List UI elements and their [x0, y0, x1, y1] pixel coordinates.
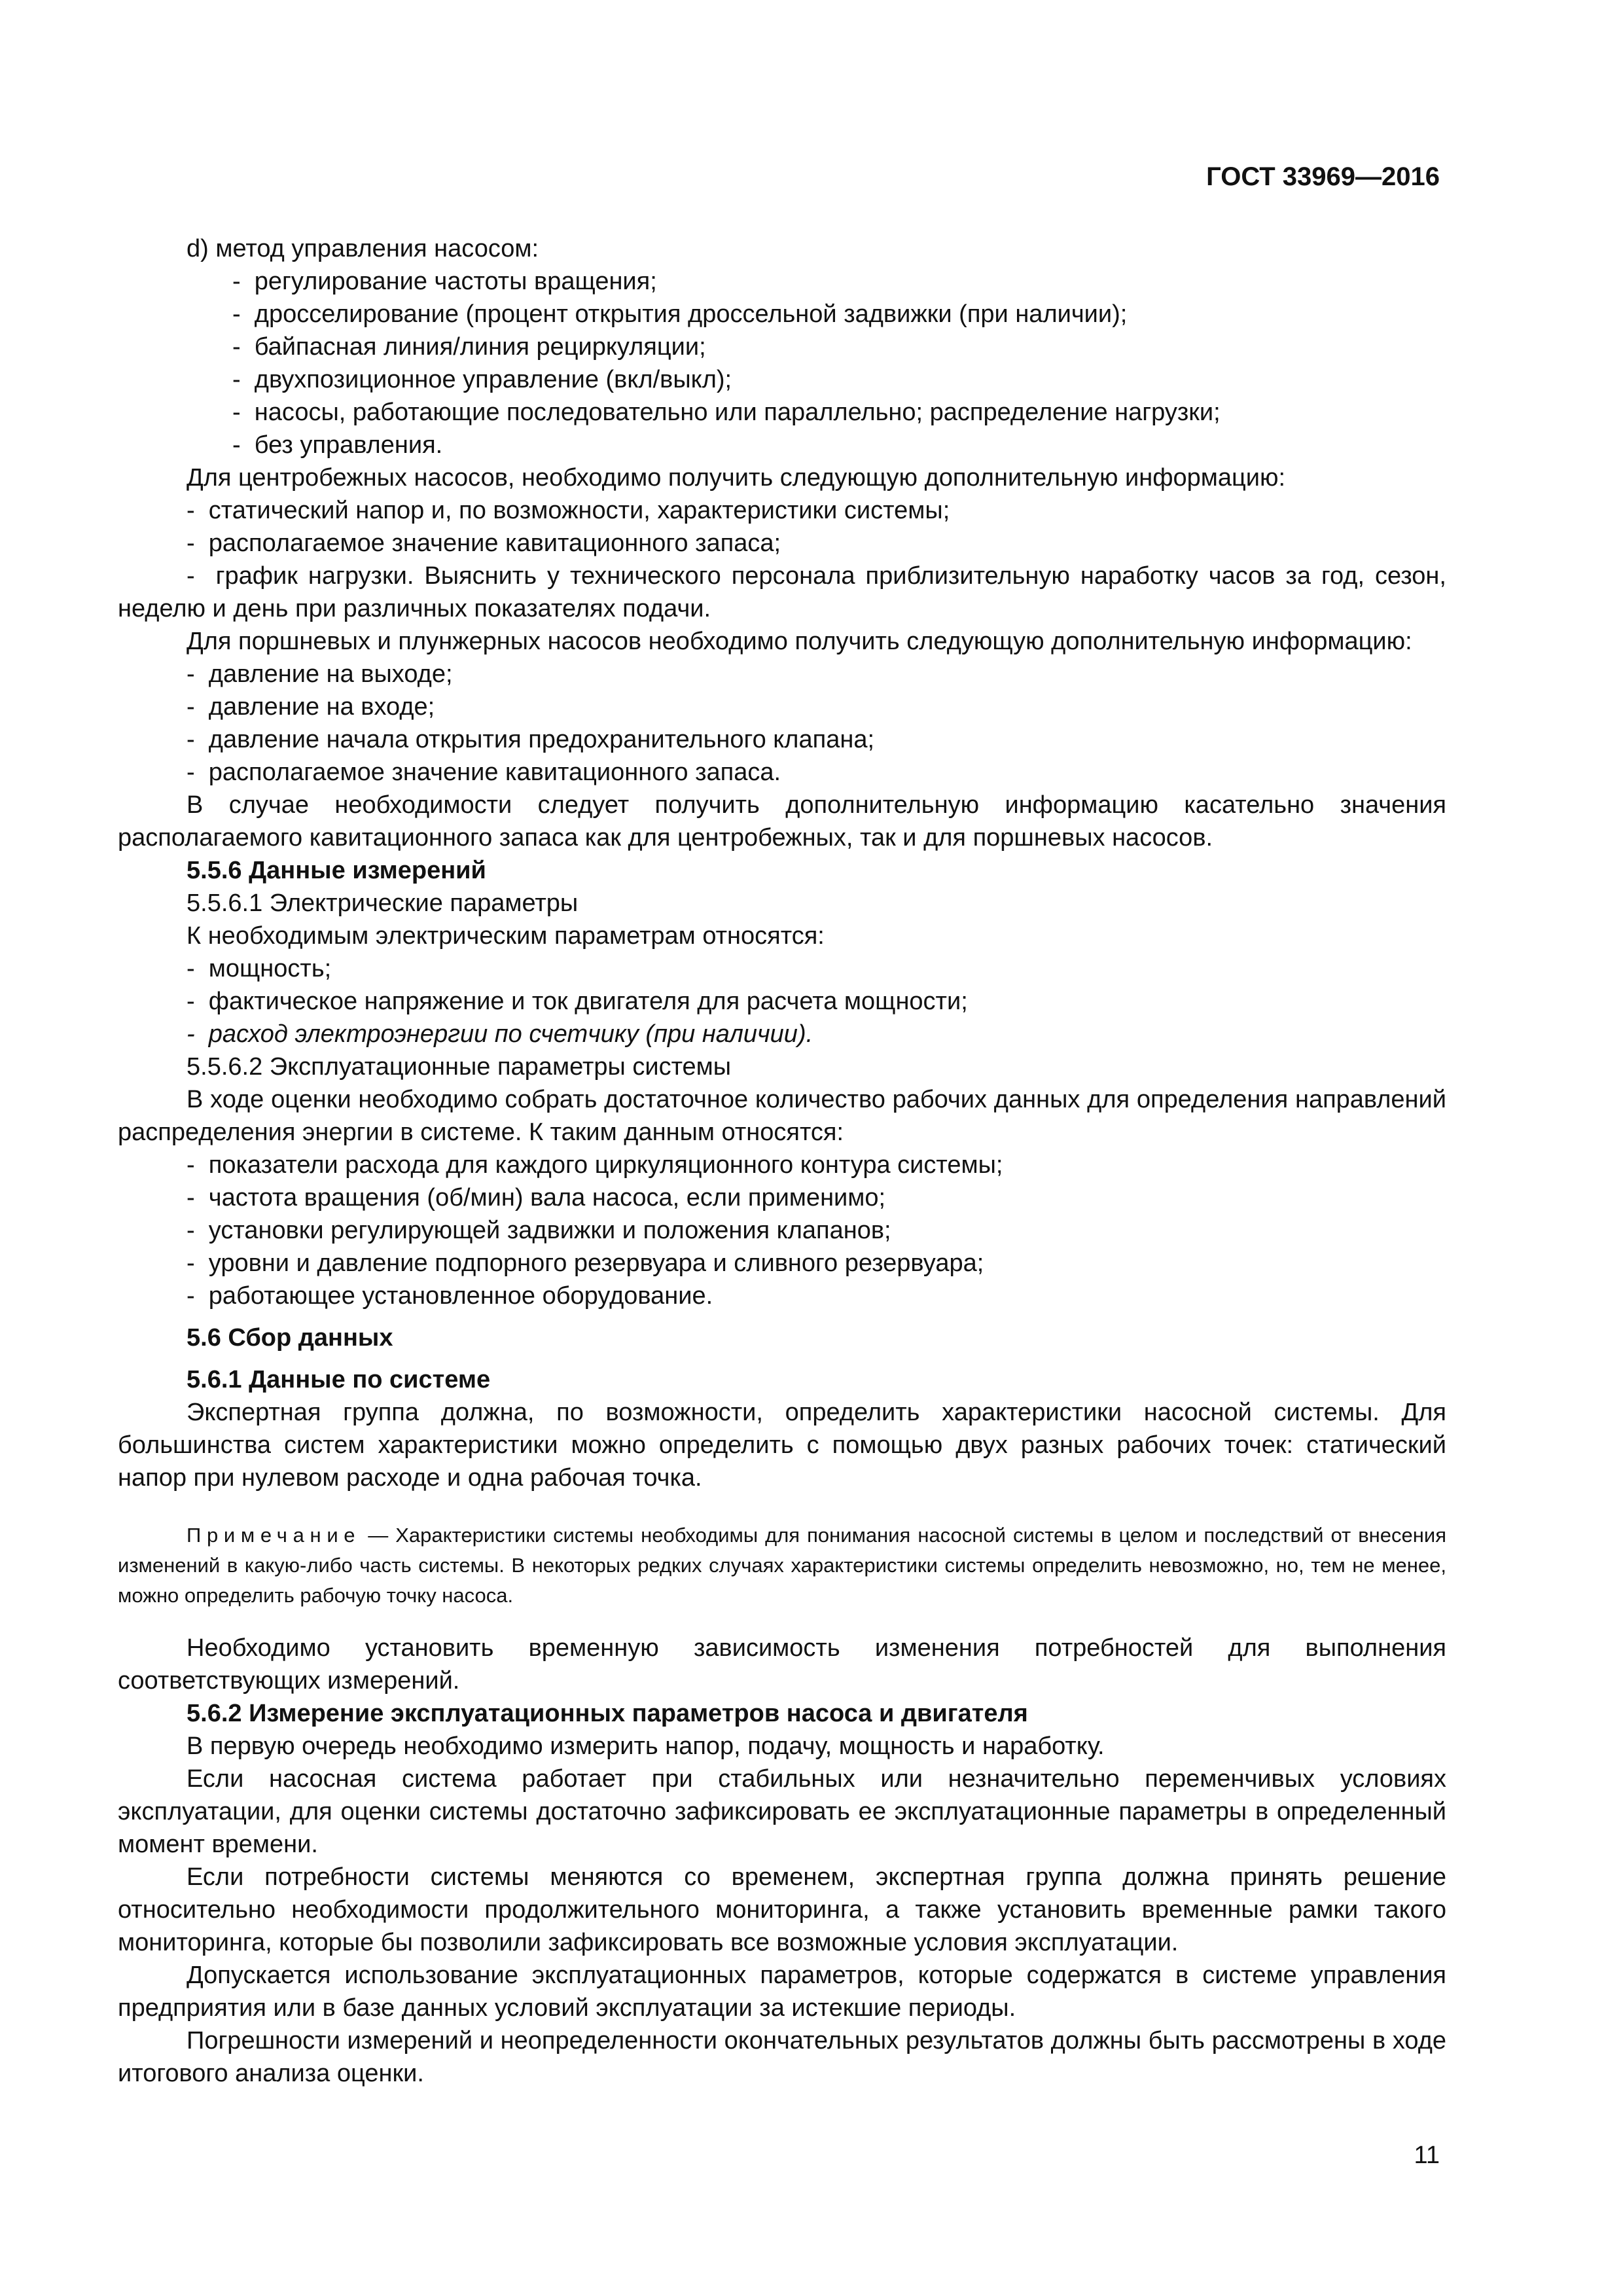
list-item: - регулирование частоты вращения; [118, 265, 1446, 298]
paragraph: Необходимо установить временную зависимость изменения потребностей для выполнения соответствующих измерений. [118, 1634, 1446, 1695]
section-heading: 5.6.1 Данные по системе [187, 1366, 491, 1393]
paragraph: В первую очередь необходимо измерить напор, подачу, мощность и наработку. [187, 1732, 1105, 1760]
paragraph: Для поршневых и плунжерных насосов необходимо получить следующую дополнительную информацию: [187, 628, 1412, 655]
list-item: - располагаемое значение кавитационного запаса. [118, 756, 1446, 789]
list-item: - давление начала открытия предохранительного клапана; [118, 723, 1446, 756]
list-item: - график нагрузки. Выяснить у технического персонала приблизительную наработку часов за год, сезон, неделю и день при различных показателях подачи. [118, 560, 1446, 625]
paragraph: Допускается использование эксплуатационных параметров, которые содержатся в системе управления предприятия или в базе данных условий эксплуатации за истекшие периоды. [118, 1962, 1446, 2022]
list-item: - давление на входе; [118, 691, 1446, 723]
paragraph: Для центробежных насосов, необходимо получить следующую дополнительную информацию: [187, 464, 1286, 492]
section-heading: 5.6.2 Измерение эксплуатационных параметров насоса и двигателя [187, 1700, 1028, 1727]
subsection-heading: 5.5.6.2 Эксплуатационные параметры системы [187, 1053, 732, 1081]
list-title: d) метод управления насосом: [187, 235, 539, 262]
list-item: - байпасная линия/линия рециркуляции; [118, 331, 1446, 363]
document-header: ГОСТ 33969—2016 [1206, 162, 1440, 191]
list-item: - насосы, работающие последовательно или параллельно; распределение нагрузки; [118, 396, 1446, 429]
list-item: - установки регулирующей задвижки и положения клапанов; [118, 1214, 1446, 1247]
note [118, 1520, 1446, 1611]
list-item: - фактическое напряжение и ток двигателя для расчета мощности; [118, 985, 1446, 1018]
note-text: — Характеристики системы необходимы для понимания насосной системы в целом и последствий от внесения изменений в какую-либо часть системы. В некоторых редких случаях характеристики системы определить невозможно, но, тем не менее, можно определить рабочую точку насоса. [118, 1524, 1446, 1607]
list-item: - показатели расхода для каждого циркуляционного контура системы; [118, 1149, 1446, 1181]
paragraph: К необходимым электрическим параметрам относятся: [187, 922, 825, 950]
paragraph: Погрешности измерений и неопределенности окончательных результатов должны быть рассмотрены в ходе итогового анализа оценки. [118, 2027, 1446, 2087]
section-heading: 5.5.6 Данные измерений [187, 857, 486, 884]
list-item: - расход электроэнергии по счетчику (при наличии). [118, 1018, 1446, 1050]
paragraph: Экспертная группа должна, по возможности, определить характеристики насосной системы. Для большинства систем характеристики можно определить с помощью двух разных рабочих точек: статический напор при нулевом расходе и одна рабочая точка. [118, 1399, 1446, 1492]
paragraph: В случае необходимости следует получить дополнительную информацию касательно значения располагаемого кавитационного запаса как для центробежных, так и для поршневых насосов. [118, 791, 1446, 852]
subsection-heading: 5.5.6.1 Электрические параметры [187, 889, 579, 917]
list-item: - уровни и давление подпорного резервуара и сливного резервуара; [118, 1247, 1446, 1280]
paragraph: Если потребности системы меняются со временем, экспертная группа должна принять решение относительно необходимости продолжительного мониторинга, а также установить временные рамки такого мониторинга, которые бы позволили зафиксировать все возможные условия эксплуатации. [118, 1863, 1446, 1956]
list-item: - двухпозиционное управление (вкл/выкл); [118, 363, 1446, 396]
page-number: 11 [1414, 2142, 1440, 2169]
list-item: - располагаемое значение кавитационного запаса; [118, 527, 1446, 560]
section-heading: 5.6 Сбор данных [187, 1324, 393, 1352]
note-label: Примечание [187, 1524, 361, 1547]
document-body [118, 232, 1446, 2090]
list-item: - дросселирование (процент открытия дроссельной задвижки (при наличии); [118, 298, 1446, 331]
list-item: - статический напор и, по возможности, характеристики системы; [118, 494, 1446, 527]
list-item: - давление на выходе; [118, 658, 1446, 691]
list-item: - работающее установленное оборудование. [118, 1280, 1446, 1312]
paragraph: В ходе оценки необходимо собрать достаточное количество рабочих данных для определения направлений распределения энергии в системе. К таким данным относятся: [118, 1086, 1446, 1146]
list-item: - без управления. [118, 429, 1446, 461]
paragraph: Если насосная система работает при стабильных или незначительно переменчивых условиях эксплуатации, для оценки системы достаточно зафиксировать ее эксплуатационные параметры в определенный момент времени. [118, 1765, 1446, 1858]
list-item: - мощность; [118, 952, 1446, 985]
list-item: - частота вращения (об/мин) вала насоса, если применимо; [118, 1181, 1446, 1214]
